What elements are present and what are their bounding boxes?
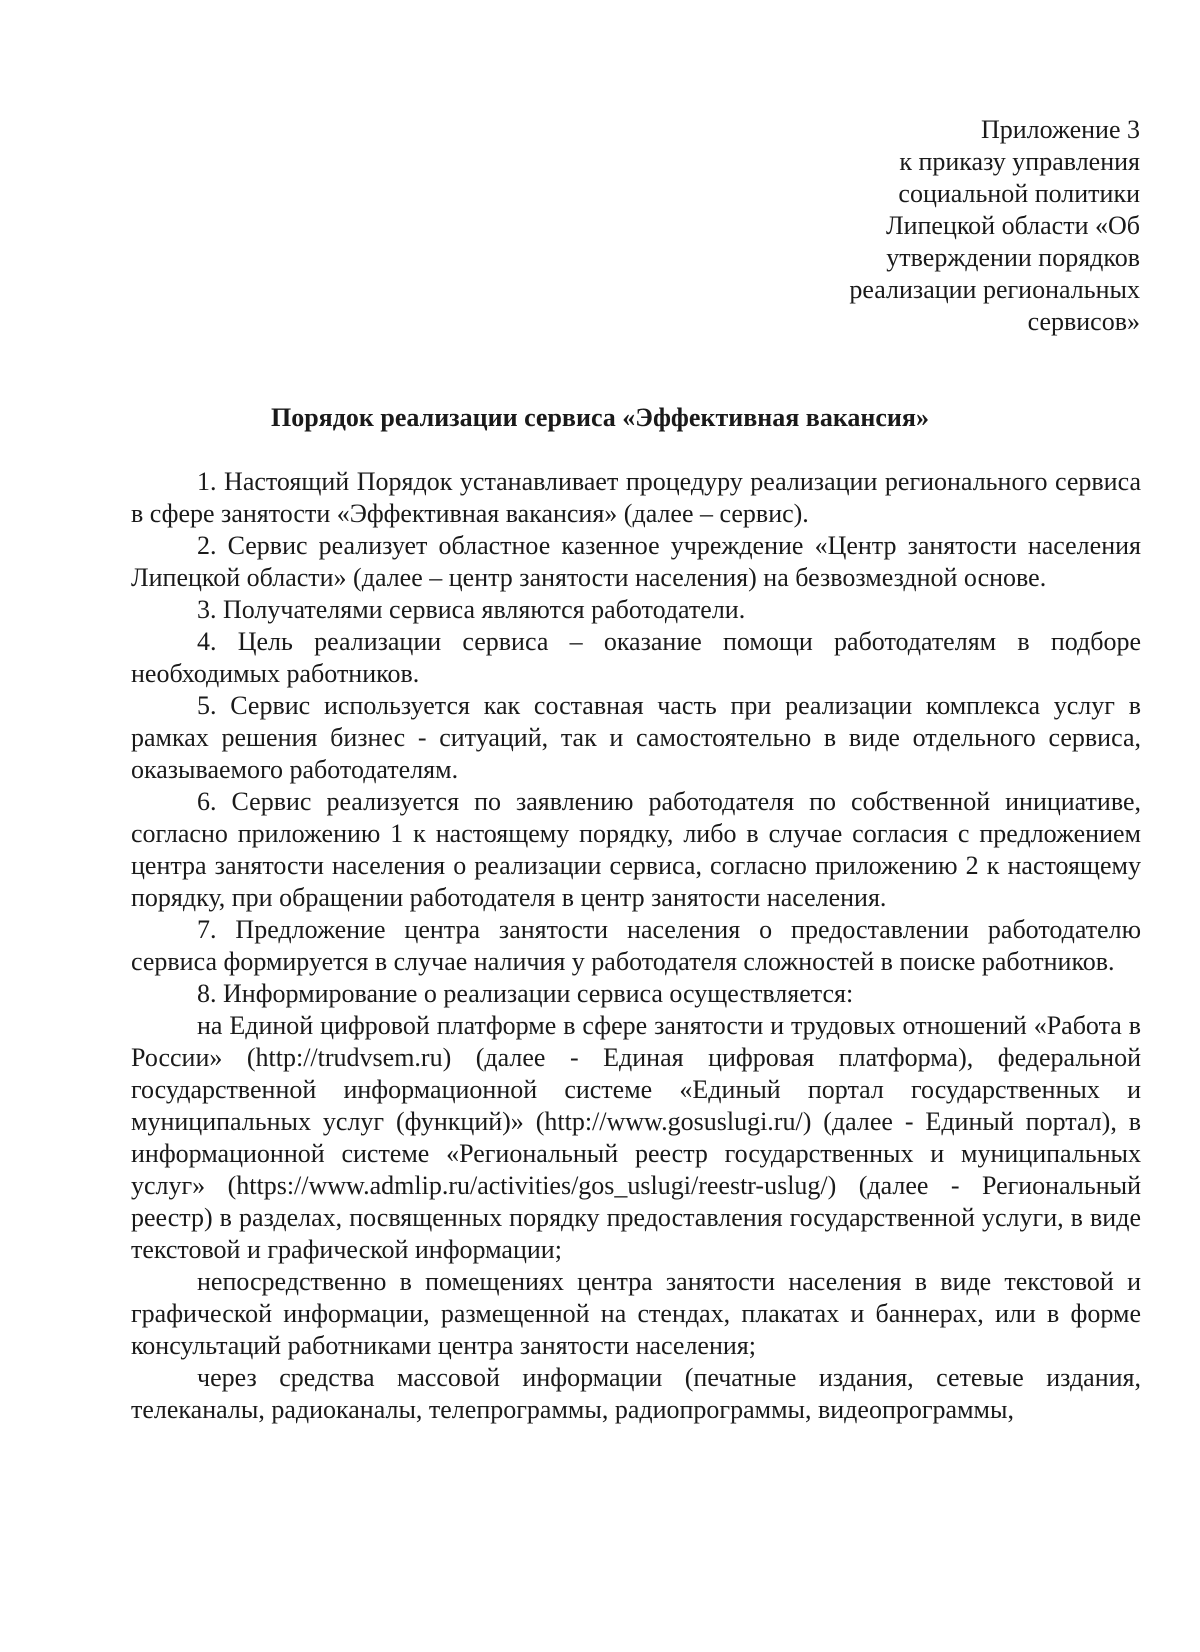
paragraph-8-item-premises: непосредственно в помещениях центра занятости населения в виде текстовой и графической информации, размещенной на стендах, плакатах и баннерах, или в форме консультаций работниками центра занятости населения; xyxy=(131,1267,1141,1360)
paragraph-3: 3. Получателями сервиса являются работодатели. xyxy=(197,595,746,624)
annex-line: Приложение 3 xyxy=(980,115,1140,144)
annex-line: реализации региональных xyxy=(849,275,1140,304)
paragraph-4: 4. Цель реализации сервиса – оказание помощи работодателям в подборе необходимых работников. xyxy=(131,627,1141,688)
annex-header xyxy=(740,114,1140,338)
paragraph-8: 8. Информирование о реализации сервиса осуществляется: xyxy=(197,979,854,1008)
paragraph-1: 1. Настоящий Порядок устанавливает процедуру реализации регионального сервиса в сфере занятости «Эффективная вакансия» (далее – сервис). xyxy=(131,467,1141,528)
annex-line: сервисов» xyxy=(1027,307,1140,336)
paragraph-8-item-media: через средства массовой информации (печатные издания, сетевые издания, телеканалы, радиоканалы, телепрограммы, радиопрограммы, видеопрограммы, xyxy=(131,1363,1141,1424)
annex-line: к приказу управления xyxy=(899,147,1140,176)
paragraph-5: 5. Сервис используется как составная часть при реализации комплекса услуг в рамках решения бизнес - ситуаций, так и самостоятельно в виде отдельного сервиса, оказываемого работодателям. xyxy=(131,691,1141,784)
paragraph-7: 7. Предложение центра занятости населения о предоставлении работодателю сервиса формируется в случае наличия у работодателя сложностей в поиске работников. xyxy=(131,915,1141,976)
paragraph-8-item-platforms: на Единой цифровой платформе в сфере занятости и трудовых отношений «Работа в России» (http://trudvsem.ru) (далее - Единая цифровая платформа), федеральной государственной информационной системе «Единый портал государственных и муниципальных услуг (функций)» (http://www.gosuslugi.ru/) (далее - Единый портал), в информационной системе «Региональный реестр государственных и муниципальных услуг» (https://www.admlip.ru/activities/gos_uslugi/reestr-uslug/) (далее - Региональный реестр) в разделах, посвященных порядку предоставления государственной услуги, в виде текстовой и графической информации; xyxy=(131,1011,1141,1264)
paragraph-6: 6. Сервис реализуется по заявлению работодателя по собственной инициативе, согласно приложению 1 к настоящему порядку, либо в случае согласия с предложением центра занятости населения о реализации сервиса, согласно приложению 2 к настоящему порядку, при обращении работодателя в центр занятости населения. xyxy=(131,787,1141,912)
annex-line: утверждении порядков xyxy=(886,243,1140,272)
document-body xyxy=(131,466,1141,1426)
document-title: Порядок реализации сервиса «Эффективная вакансия» xyxy=(271,403,929,432)
paragraph-2: 2. Сервис реализует областное казенное учреждение «Центр занятости населения Липецкой области» (далее – центр занятости населения) на безвозмездной основе. xyxy=(131,531,1141,592)
annex-line: Липецкой области «Об xyxy=(885,211,1140,240)
annex-line: социальной политики xyxy=(898,179,1140,208)
